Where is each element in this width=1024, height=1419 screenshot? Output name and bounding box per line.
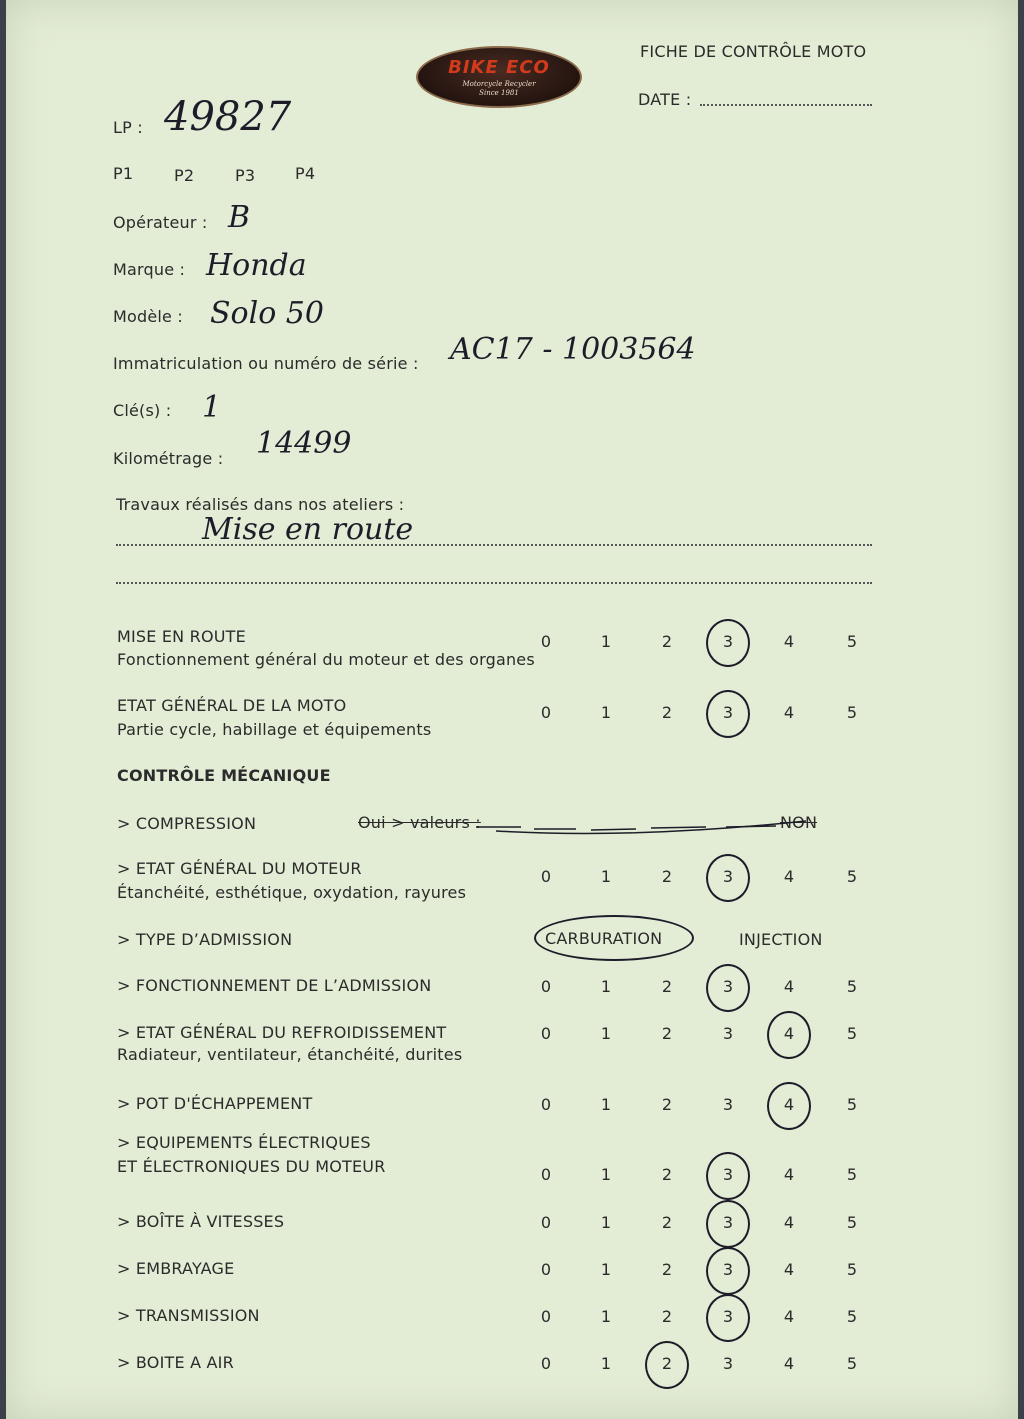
mech-item-0-option-0[interactable]: 0 [540, 977, 552, 996]
mech-item-title-2: > POT D'ÉCHAPPEMENT [117, 1094, 313, 1113]
mech-item-1-option-4[interactable]: 4 [783, 1024, 795, 1043]
rating-row-engine-option-2[interactable]: 2 [661, 867, 673, 886]
logo-since: Since 1981 [479, 89, 519, 97]
mech-item-1-option-0[interactable]: 0 [540, 1024, 552, 1043]
mech-item-0-option-2[interactable]: 2 [661, 977, 673, 996]
rating-row-etat-general-option-0[interactable]: 0 [540, 703, 552, 722]
brand-label: Marque : [113, 260, 186, 279]
mech-item-3-selected-circle [706, 1152, 750, 1200]
mech-item-1-option-3[interactable]: 3 [722, 1024, 734, 1043]
rating-row-engine-option-3[interactable]: 3 [722, 867, 734, 886]
mechanical-section-title: CONTRÔLE MÉCANIQUE [117, 766, 331, 785]
rating-row-mise-en-route-option-3[interactable]: 3 [722, 632, 734, 651]
rating-row-mise-en-route-option-5[interactable]: 5 [846, 632, 858, 651]
mech-item-5-option-4[interactable]: 4 [783, 1260, 795, 1279]
mech-item-5-selected-circle [706, 1247, 750, 1295]
operator-value[interactable]: B [228, 200, 251, 235]
rating-row-mise-en-route-option-4[interactable]: 4 [783, 632, 795, 651]
rating-row-etat-general-option-5[interactable]: 5 [846, 703, 858, 722]
mech-item-2-option-3[interactable]: 3 [722, 1095, 734, 1114]
mech-item-1-option-5[interactable]: 5 [846, 1024, 858, 1043]
compression-label: > COMPRESSION [117, 814, 257, 833]
rating-row-engine-selected-circle [706, 854, 750, 902]
mech-item-7-option-0[interactable]: 0 [540, 1354, 552, 1373]
works-line-1[interactable] [116, 544, 872, 546]
general-subtitle-1: Fonctionnement général du moteur et des organes [117, 650, 535, 669]
mech-item-2-option-1[interactable]: 1 [600, 1095, 612, 1114]
mech-item-6-option-2[interactable]: 2 [661, 1307, 673, 1326]
form-title: FICHE DE CONTRÔLE MOTO [640, 42, 867, 61]
mech-item-0-option-1[interactable]: 1 [600, 977, 612, 996]
mech-item-0-option-3[interactable]: 3 [722, 977, 734, 996]
mech-item-4-option-1[interactable]: 1 [600, 1213, 612, 1232]
mech-item-title-6: > TRANSMISSION [117, 1306, 260, 1325]
keys-value[interactable]: 1 [202, 390, 222, 425]
serial-label: Immatriculation ou numéro de série : [113, 354, 419, 373]
mech-item-title-3: > EQUIPEMENTS ÉLECTRIQUES [117, 1133, 371, 1152]
mech-item-7-option-2[interactable]: 2 [661, 1354, 673, 1373]
mech-item-7-option-5[interactable]: 5 [846, 1354, 858, 1373]
mech-item-4-option-2[interactable]: 2 [661, 1213, 673, 1232]
mech-item-0-selected-circle [706, 964, 750, 1012]
mech-item-title-7: > BOITE A AIR [117, 1353, 234, 1372]
rating-row-etat-general-option-4[interactable]: 4 [783, 703, 795, 722]
mech-item-3-option-5[interactable]: 5 [846, 1165, 858, 1184]
intake-option-injection[interactable]: INJECTION [739, 930, 823, 949]
mech-item-4-option-0[interactable]: 0 [540, 1213, 552, 1232]
date-label: DATE : [638, 90, 692, 109]
rating-row-etat-general-option-3[interactable]: 3 [722, 703, 734, 722]
works-label: Travaux réalisés dans nos ateliers : [116, 495, 405, 514]
intake-option-carburation[interactable]: CARBURATION [545, 929, 663, 948]
lp-label: LP : [113, 118, 143, 137]
mech-item-5-option-2[interactable]: 2 [661, 1260, 673, 1279]
logo-tagline: Motorcycle Recycler [462, 80, 536, 88]
rating-row-etat-general-option-2[interactable]: 2 [661, 703, 673, 722]
mech-item-5-option-3[interactable]: 3 [722, 1260, 734, 1279]
mech-item-7-option-1[interactable]: 1 [600, 1354, 612, 1373]
compression-no[interactable]: NON [780, 813, 818, 832]
mech-item-6-selected-circle [706, 1294, 750, 1342]
mech-item-subtitle-1: Radiateur, ventilateur, étanchéité, durites [117, 1045, 463, 1064]
compression-yes[interactable]: Oui > valeurs : [358, 813, 481, 832]
mech-item-title-0: > FONCTIONNEMENT DE L’ADMISSION [117, 976, 432, 995]
mech-item-3-option-0[interactable]: 0 [540, 1165, 552, 1184]
works-value[interactable]: Mise en route [202, 512, 414, 547]
mech-item-0-option-5[interactable]: 5 [846, 977, 858, 996]
rating-row-etat-general-option-1[interactable]: 1 [600, 703, 612, 722]
bike-eco-logo [416, 46, 582, 108]
brand-value[interactable]: Honda [206, 248, 307, 283]
mech-item-6-option-3[interactable]: 3 [722, 1307, 734, 1326]
mech-item-0-option-4[interactable]: 4 [783, 977, 795, 996]
rating-row-engine-option-5[interactable]: 5 [846, 867, 858, 886]
mileage-label: Kilométrage : [113, 449, 224, 468]
mech-item-4-option-4[interactable]: 4 [783, 1213, 795, 1232]
general-title-2: ETAT GÉNÉRAL DE LA MOTO [117, 696, 347, 715]
rating-row-engine-option-0[interactable]: 0 [540, 867, 552, 886]
mech-item-1-option-1[interactable]: 1 [600, 1024, 612, 1043]
mech-item-2-option-5[interactable]: 5 [846, 1095, 858, 1114]
mech-item-5-option-0[interactable]: 0 [540, 1260, 552, 1279]
mech-item-title-4: > BOÎTE À VITESSES [117, 1212, 285, 1231]
rating-row-mise-en-route-option-2[interactable]: 2 [661, 632, 673, 651]
general-title-1: MISE EN ROUTE [117, 627, 246, 646]
mech-item-2-option-4[interactable]: 4 [783, 1095, 795, 1114]
mech-item-6-option-1[interactable]: 1 [600, 1307, 612, 1326]
serial-value[interactable]: AC17 - 1003564 [450, 332, 696, 367]
date-field[interactable] [700, 104, 872, 106]
mech-item-subtitle-3: ET ÉLECTRONIQUES DU MOTEUR [117, 1157, 386, 1176]
mech-item-5-option-5[interactable]: 5 [846, 1260, 858, 1279]
mech-item-7-option-3[interactable]: 3 [722, 1354, 734, 1373]
mech-item-6-option-0[interactable]: 0 [540, 1307, 552, 1326]
model-value[interactable]: Solo 50 [210, 296, 324, 331]
rating-row-mise-en-route-option-0[interactable]: 0 [540, 632, 552, 651]
mileage-value[interactable]: 14499 [256, 426, 352, 461]
model-label: Modèle : [113, 307, 183, 326]
mech-item-title-1: > ETAT GÉNÉRAL DU REFROIDISSEMENT [117, 1023, 447, 1042]
rating-row-engine-option-1[interactable]: 1 [600, 867, 612, 886]
control-sheet [6, 0, 1018, 1419]
p-option-3[interactable]: P3 [235, 166, 256, 185]
mech-item-3-option-4[interactable]: 4 [783, 1165, 795, 1184]
engine-title: > ETAT GÉNÉRAL DU MOTEUR [117, 859, 362, 878]
logo-brand: BIKE ECO [448, 57, 550, 78]
mech-item-2-option-2[interactable]: 2 [661, 1095, 673, 1114]
mech-item-6-option-5[interactable]: 5 [846, 1307, 858, 1326]
lp-value[interactable]: 49827 [164, 94, 292, 140]
compression-strike-line [476, 815, 816, 837]
mech-item-3-option-1[interactable]: 1 [600, 1165, 612, 1184]
mech-item-3-option-3[interactable]: 3 [722, 1165, 734, 1184]
operator-label: Opérateur : [113, 213, 208, 232]
engine-subtitle: Étanchéité, esthétique, oxydation, rayures [117, 883, 467, 902]
p-option-4[interactable]: P4 [295, 164, 316, 183]
works-line-2[interactable] [116, 582, 872, 584]
mech-item-6-option-4[interactable]: 4 [783, 1307, 795, 1326]
mech-item-1-option-2[interactable]: 2 [661, 1024, 673, 1043]
rating-row-mise-en-route-option-1[interactable]: 1 [600, 632, 612, 651]
p-option-2[interactable]: P2 [174, 166, 195, 185]
mech-item-1-selected-circle [767, 1011, 811, 1059]
mech-item-title-5: > EMBRAYAGE [117, 1259, 235, 1278]
mech-item-7-option-4[interactable]: 4 [783, 1354, 795, 1373]
rating-row-engine-option-4[interactable]: 4 [783, 867, 795, 886]
general-subtitle-2: Partie cycle, habillage et équipements [117, 720, 432, 739]
mech-item-5-option-1[interactable]: 1 [600, 1260, 612, 1279]
mech-item-4-selected-circle [706, 1200, 750, 1248]
keys-label: Clé(s) : [113, 401, 172, 420]
mech-item-7-selected-circle [645, 1341, 689, 1389]
intake-selection-circle [534, 915, 694, 961]
p-option-1[interactable]: P1 [113, 164, 134, 183]
rating-row-mise-en-route-selected-circle [706, 619, 750, 667]
mech-item-4-option-3[interactable]: 3 [722, 1213, 734, 1232]
mech-item-2-selected-circle [767, 1082, 811, 1130]
rating-row-etat-general-selected-circle [706, 690, 750, 738]
mech-item-3-option-2[interactable]: 2 [661, 1165, 673, 1184]
mech-item-2-option-0[interactable]: 0 [540, 1095, 552, 1114]
mech-item-4-option-5[interactable]: 5 [846, 1213, 858, 1232]
intake-type-label: > TYPE D’ADMISSION [117, 930, 293, 949]
